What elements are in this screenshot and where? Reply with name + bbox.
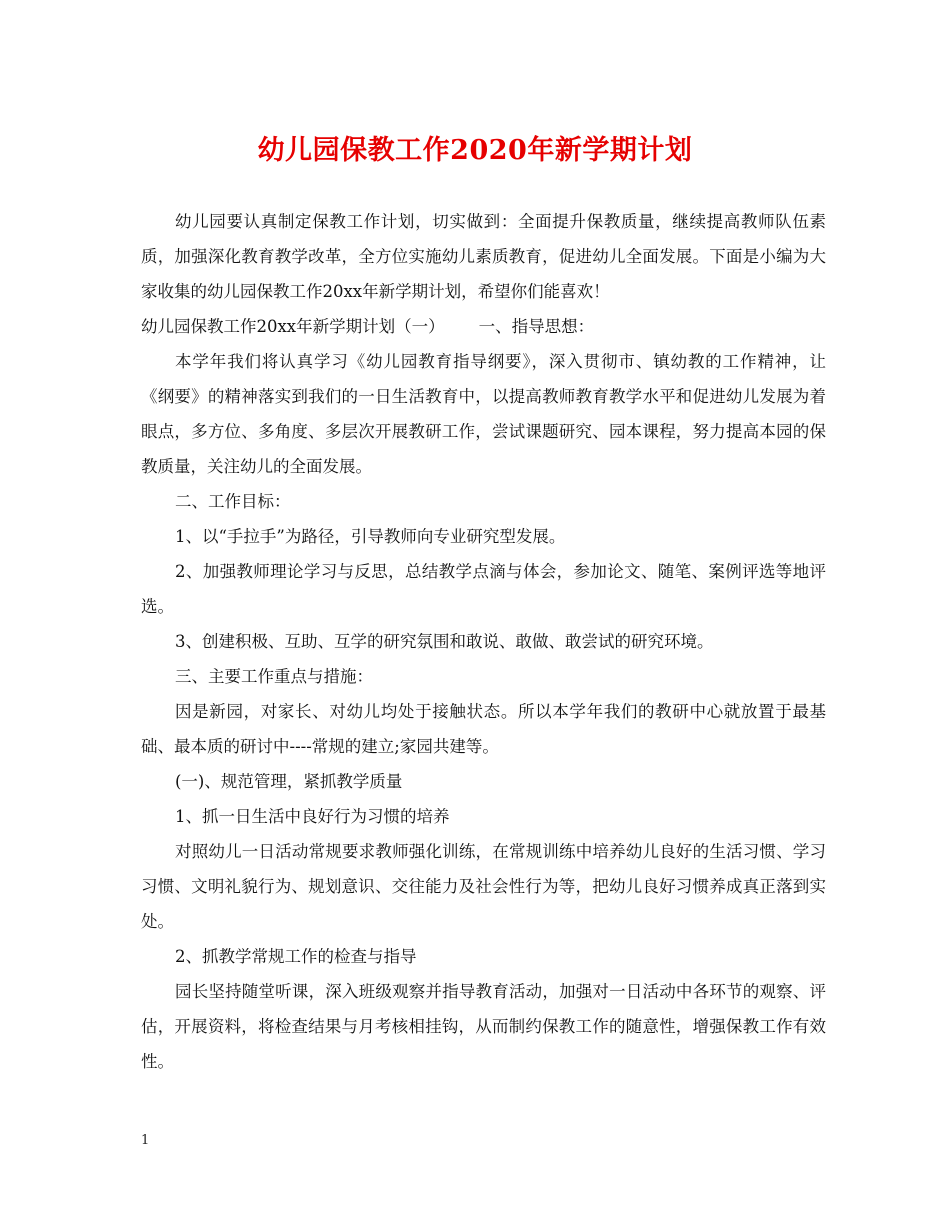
key-measures-paragraph: 因是新园，对家长、对幼儿均处于接触状态。所以本学年我们的教研中心就放置于最基础、最本质的研讨中----常规的建立;家园共建等。	[141, 702, 826, 756]
measure-item-1-heading: 1、抓一日生活中良好行为习惯的培养	[175, 807, 450, 826]
page-number: 1	[141, 1133, 150, 1148]
document-title: 幼儿园保教工作2020年新学期计划	[257, 135, 693, 166]
section-heading-guiding-thought: 一、指导思想：	[478, 317, 595, 336]
subsection-heading-management: (一)、规范管理，紧抓教学质量	[175, 772, 403, 791]
plan-subtitle: 幼儿园保教工作20xx年新学期计划（一）	[141, 317, 445, 336]
section-heading-key-measures: 三、主要工作重点与措施：	[175, 667, 373, 686]
plan-heading-line	[141, 309, 826, 344]
measure-item-1-paragraph: 对照幼儿一日活动常规要求教师强化训练，在常规训练中培养幼儿良好的生活习惯、学习习惯、文明礼貌行为、规划意识、交往能力及社会性行为等，把幼儿良好习惯养成真正落到实处。	[141, 842, 826, 931]
goal-item-2: 2、加强教师理论学习与反思，总结教学点滴与体会，参加论文、随笔、案例评选等地评选。	[141, 562, 826, 616]
intro-paragraph: 幼儿园要认真制定保教工作计划，切实做到：全面提升保教质量，继续提高教师队伍素质，加强深化教育教学改革，全方位实施幼儿素质教育，促进幼儿全面发展。下面是小编为大家收集的幼儿园保教工作20xx年新学期计划，希望你们能喜欢！	[141, 212, 826, 301]
guiding-thought-paragraph: 本学年我们将认真学习《幼儿园教育指导纲要》，深入贯彻市、镇幼教的工作精神，让《纲要》的精神落实到我们的一日生活教育中，以提高教师教育教学水平和促进幼儿发展为着眼点，多方位、多角度、多层次开展教研工作，尝试课题研究、园本课程，努力提高本园的保教质量，关注幼儿的全面发展。	[141, 352, 826, 476]
goal-item-1: 1、以“手拉手”为路径，引导教师向专业研究型发展。	[175, 527, 566, 546]
measure-item-2-paragraph: 园长坚持随堂听课，深入班级观察并指导教育活动，加强对一日活动中各环节的观察、评估，开展资料，将检查结果与月考核相挂钩，从而制约保教工作的随意性，增强保教工作有效性。	[141, 982, 826, 1071]
measure-item-2-heading: 2、抓教学常规工作的检查与指导	[175, 947, 417, 966]
section-heading-work-goals: 二、工作目标：	[175, 492, 291, 511]
document-body	[141, 204, 826, 1079]
goal-item-3: 3、创建积极、互助、互学的研究氛围和敢说、敢做、敢尝试的研究环境。	[175, 632, 714, 651]
